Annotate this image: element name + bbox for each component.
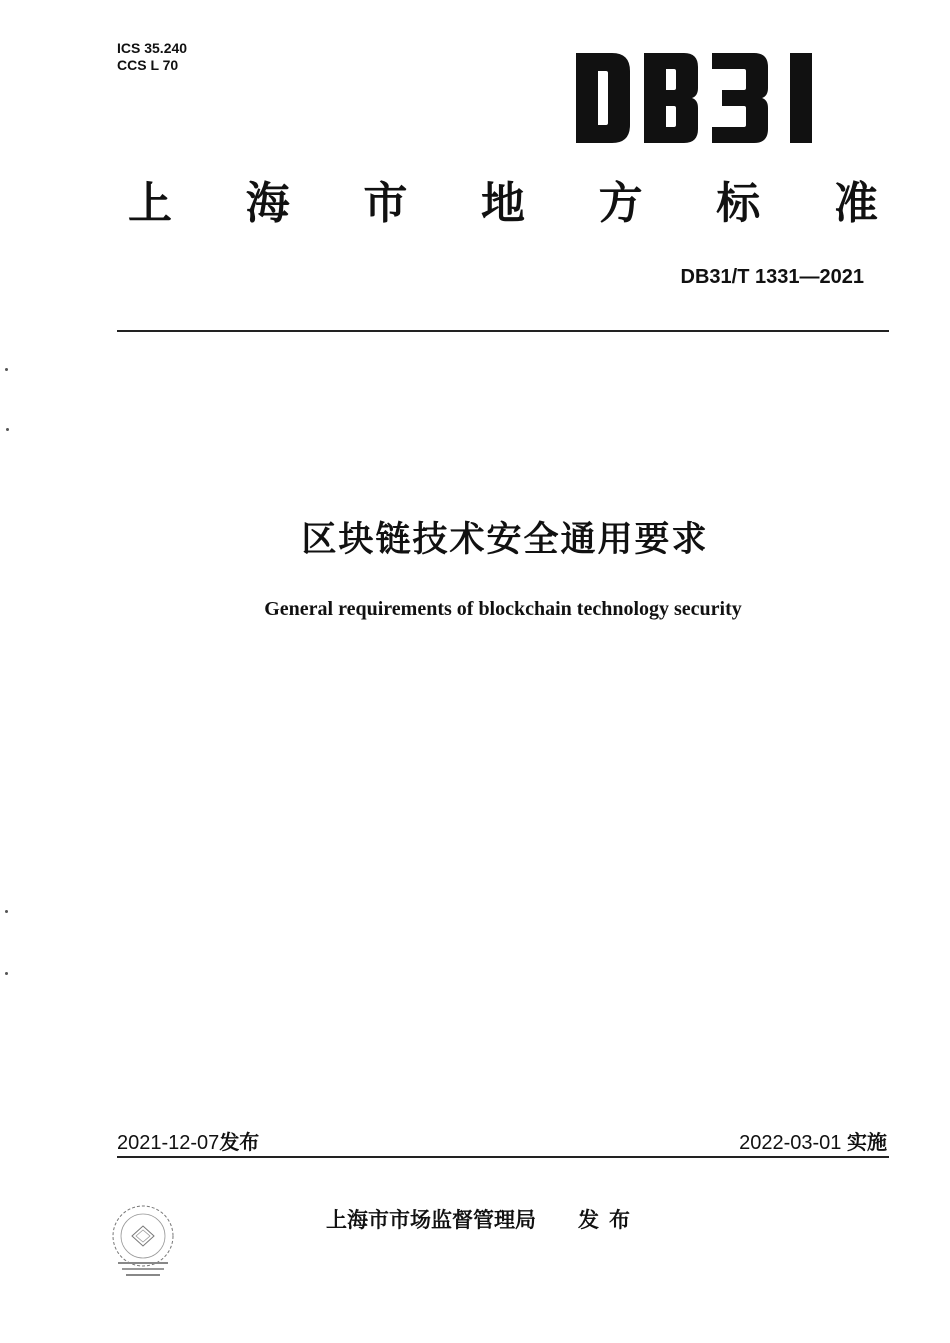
heading-char: 地 [480,178,525,229]
publisher-seal-icon [106,1198,180,1280]
db31-logo [572,50,837,146]
heading-char: 市 [363,178,408,229]
footer-divider [117,1156,889,1158]
implement-date-line [739,1126,887,1155]
publish-date-line [117,1126,259,1155]
heading-char: 海 [245,178,290,229]
document-number: DB31/T 1331—2021 [680,266,864,288]
local-standard-heading [118,172,888,236]
heading-char: 准 [833,178,878,229]
scan-mark [5,910,8,913]
header-divider [117,330,889,332]
publisher-line [326,1204,640,1234]
implement-date: 2022-03-01 [739,1132,842,1154]
implement-label: 实施 [847,1130,887,1154]
publish-label: 发布 [219,1130,260,1154]
ics-code: ICS 35.240 [117,40,188,56]
scan-mark [5,972,8,975]
publish-date: 2021-12-07 [117,1132,220,1154]
title-chinese: 区块链技术安全通用要求 [301,520,709,560]
classification-codes [117,40,187,74]
heading-char: 上 [128,178,172,229]
heading-char: 方 [598,178,643,229]
heading-char: 标 [716,178,761,229]
publisher-name: 上海市市场监督管理局 [326,1208,536,1232]
ccs-code: CCS L 70 [117,57,179,73]
scan-mark [6,428,9,431]
scan-mark [5,368,8,371]
publisher-label: 发布 [578,1208,640,1232]
title-english: General requirements of blockchain technology security [264,598,742,620]
